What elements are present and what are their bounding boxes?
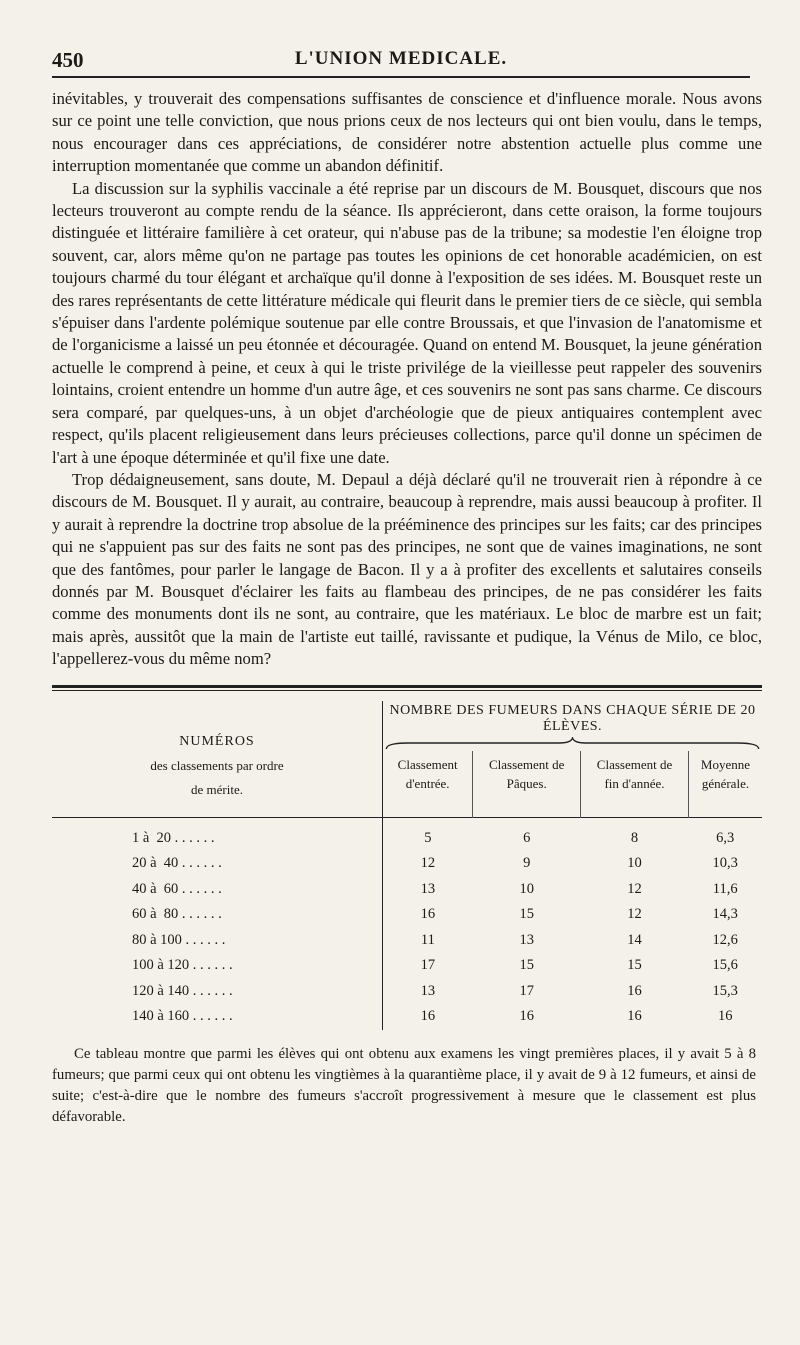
rank-range-cell: 1 à 20 . . . . . . [52, 826, 383, 852]
paragraph-2: La discussion sur la syphilis vaccinale a été reprise par un discours de M. Bousquet, discours que nos lecteurs trouveront au compte rendu de la séance. Ils apprécieront, dans cette oraison, la forme toujours distinguée et littéraire familière à cet orateur, qui n'abuse pas de la tribune; sa modestie l'en éloigne trop souvent, car, alors même qu'on ne partage pas toutes les opinions de cet honorable académicien, on est toujours charmé du tour élégant et archaïque qu'il donne à l'exposition de ses idées. M. Bousquet reste un des rares représentants de cette littérature médicale qui fleurit dans le premier tiers de ce siècle, qui sembla s'épuiser dans l'ardente polémique soutenue par elle contre Broussais, et que l'invasion de l'anatomisme et de l'organicisme a laissé un peu étonnée et découragée. Quand on entend M. Bousquet, la jeune génération actuelle le comprend à peine, et ceux à qui le triste privilége de la vieillesse peut rappeler des souvenirs lointains, croient entendre un homme d'un autre âge, et ces souvenirs ne sont pas sans charme. Ce discours sera comparé, par quelques-uns, à un objet d'archéologie que de pieux antiquaires contemplent avec respect, qu'ils placent religieusement dans leurs précieuses collections, parce qu'il donne un spécimen de l'art à une époque déterminée et qu'il fixe une date. [52, 178, 762, 467]
rank-range-cell: 140 à 160 . . . . . . [52, 1004, 383, 1030]
value-cell: 16 [420, 1008, 436, 1025]
rank-range-cell: 100 à 120 . . . . . . [52, 953, 383, 979]
table-row [52, 826, 762, 852]
paragraph-1: inévitables, y trouverait des compensations suffisantes de conscience et d'influence morale. Nous avons sur ce point une telle conviction, que nous prions ceux de nos lecteurs qui ont bien voulu, dans le temps, nous encourager dans ces appréciations, de considérer notre abstention actuelle plus comme une interruption momentanée que comme un abandon définitif. [52, 89, 762, 176]
value-cell: 15 [627, 957, 642, 974]
rank-header-line2: des classements par ordre [150, 757, 284, 773]
value-cell: 10 [627, 855, 642, 872]
col-header-moyenne-line1: Moyenne [700, 756, 751, 772]
value-cell: 6,3 [716, 829, 735, 846]
rank-range-cell: 20 à 40 . . . . . . [52, 851, 383, 877]
group-header: NOMBRE DES FUMEURS DANS CHAQUE SÉRIE DE 20 ÉLÈVES. [389, 702, 756, 734]
rank-header-title: NUMÉROS [179, 733, 255, 749]
smokers-table-section [52, 701, 762, 1030]
table-row [52, 877, 762, 903]
article-body [52, 88, 762, 671]
table-caption: Ce tableau montre que parmi les élèves qui ont obtenu aux examens les vingt premières places, il y avait 5 à 8 fumeurs; que parmi ceux qui ont obtenu les vingtièmes à la quarantième place, il y avait de 9 à 12 fumeurs, et ainsi de suite; c'est-à-dire que le nombre des fumeurs s'accroît progressivement à mesure que le classement est plus défavorable. [52, 1045, 756, 1125]
col-header-paques-line1: Classement de [488, 756, 565, 772]
col-header-entree [383, 751, 473, 818]
rank-column-header [52, 701, 383, 818]
table-row [52, 979, 762, 1005]
section-separator [52, 685, 762, 691]
col-header-entree-line1: Classement [397, 756, 458, 772]
value-cell: 11,6 [712, 880, 738, 897]
brace-icon [383, 737, 762, 751]
rank-range-cell: 60 à 80 . . . . . . [52, 902, 383, 928]
col-header-paques-line2: Pâques. [506, 775, 547, 791]
rank-range-cell: 120 à 140 . . . . . . [52, 979, 383, 1005]
value-cell: 6 [523, 829, 531, 846]
col-header-moyenne [688, 751, 762, 818]
paragraph-3: Trop dédaigneusement, sans doute, M. Depaul a déjà déclaré qu'il ne trouverait rien à répondre à ce discours de M. Bousquet. Il y aurait, au contraire, beaucoup à reprendre, mais aussi beaucoup à profiter. Il y aurait à reprendre la doctrine trop absolue de la prééminence des principes sur les faits; car des principes qui ne s'appuient pas sur des faits ne sont pas des principes, ne sont que de vaines imaginations, ne sont que des fantômes, pour parler le langage de Bacon. Il y a à profiter des excellents et salutaires conseils donnés par M. Bousquet d'éclairer les faits au flambeau des principes, de ne pas considérer les faits comme des monuments dont ils ne sont, au contraire, que les matériaux. Le bloc de marbre est un fait; mais après, aussitôt que la main de l'artiste eut taillé, ravissante et pudique, la Vénus de Milo, ce bloc, l'appellerez-vous du même nom? [52, 469, 762, 669]
running-title: L'UNION MEDICALE. [294, 48, 508, 69]
table-row [52, 928, 762, 954]
col-header-fin-annee-line2: fin d'année. [604, 775, 665, 791]
value-cell: 15 [519, 957, 534, 974]
value-cell: 12 [627, 906, 642, 923]
value-cell: 17 [420, 957, 436, 974]
value-cell: 14,3 [712, 906, 738, 923]
rank-header-line3: de mérite. [191, 781, 243, 797]
value-cell: 12 [420, 855, 436, 872]
value-cell: 16 [627, 1008, 642, 1025]
value-cell: 12,6 [712, 931, 738, 948]
value-cell: 15 [519, 906, 534, 923]
value-cell: 9 [523, 855, 531, 872]
header-rule-right [383, 817, 763, 826]
col-header-paques [473, 751, 581, 818]
value-cell: 15,3 [712, 982, 738, 999]
table-row [52, 953, 762, 979]
col-header-fin-annee [581, 751, 689, 818]
group-brace [383, 737, 763, 751]
value-cell: 5 [424, 829, 432, 846]
value-cell: 17 [519, 982, 534, 999]
value-cell: 16 [717, 1008, 733, 1025]
value-cell: 11 [420, 931, 435, 948]
value-cell: 10 [519, 880, 534, 897]
rank-range-cell: 80 à 100 . . . . . . [52, 928, 383, 954]
value-cell: 16 [519, 1008, 534, 1025]
header-rule-left [52, 817, 383, 826]
rank-range-cell: 40 à 60 . . . . . . [52, 877, 383, 903]
value-cell: 13 [420, 880, 436, 897]
value-cell: 8 [630, 829, 639, 846]
table-row [52, 851, 762, 877]
value-cell: 16 [627, 982, 642, 999]
table-row [52, 902, 762, 928]
smokers-table [52, 701, 762, 1030]
col-header-moyenne-line2: générale. [701, 775, 750, 791]
value-cell: 13 [420, 982, 436, 999]
col-header-fin-annee-line1: Classement de [596, 756, 673, 772]
page-header [52, 44, 750, 78]
value-cell: 13 [519, 931, 534, 948]
value-cell: 15,6 [712, 957, 738, 974]
value-cell: 16 [420, 906, 436, 923]
value-cell: 10,3 [712, 855, 738, 872]
value-cell: 12 [627, 880, 642, 897]
page-number: 450 [52, 48, 84, 72]
table-row [52, 1004, 762, 1030]
col-header-entree-line2: d'entrée. [405, 775, 450, 791]
value-cell: 14 [627, 931, 642, 948]
